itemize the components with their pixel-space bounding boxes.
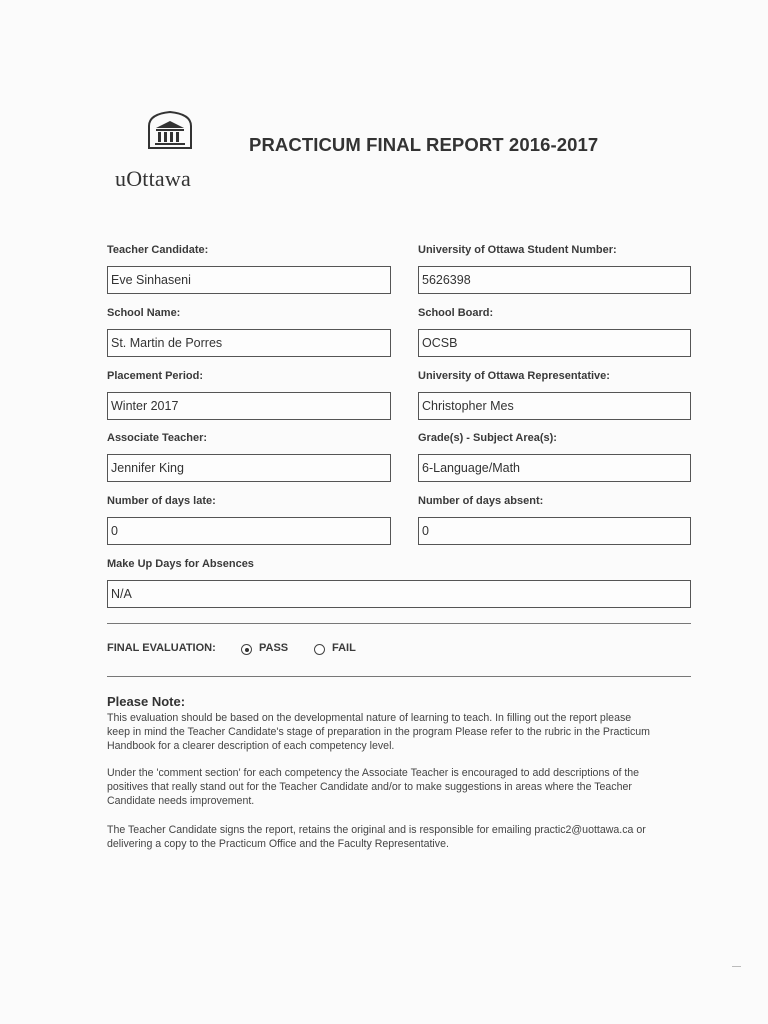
grade-subject-field[interactable]: 6-Language/Math [418,454,691,482]
note-paragraph [107,766,707,808]
days-late-label: Number of days late: [107,495,216,507]
days-absent-label: Number of days absent: [418,495,544,507]
radio-selected-dot [245,648,249,652]
school-board-field[interactable]: OCSB [418,329,691,357]
note-line: keep in mind the Teacher Candidate's stage of preparation in the program Please refer to the rubric in the Practicum [107,726,650,738]
teacher-candidate-label: Teacher Candidate: [107,244,209,256]
note-title: Please Note: [107,694,186,709]
placement-period-label: Placement Period: [107,370,203,382]
days-late-field[interactable]: 0 [107,517,391,545]
associate-teacher-field[interactable]: Jennifer King [107,454,391,482]
note-line: The Teacher Candidate signs the report, retains the original and is responsible for emailing practic2@uottawa.ca or [107,824,646,836]
associate-teacher-label: Associate Teacher: [107,432,208,444]
divider [107,623,691,624]
scan-mark [732,966,741,967]
note-line: delivering a copy to the Practicum Office and the Faculty Representative. [107,838,449,850]
note-line: positives that really stand out for the Teacher Candidate and/or to make suggestions in areas where the Teacher [107,781,632,793]
teacher-candidate-field[interactable]: Eve Sinhaseni [107,266,391,294]
final-evaluation-label: FINAL EVALUATION: [107,642,216,654]
uo-representative-field[interactable]: Christopher Mes [418,392,691,420]
note-paragraph [107,711,707,753]
divider [107,676,691,677]
note-line: Handbook for a clearer description of each competency level. [107,740,395,752]
fail-radio-label: FAIL [332,642,356,654]
school-name-field[interactable]: St. Martin de Porres [107,329,391,357]
note-line: This evaluation should be based on the developmental nature of learning to teach. In filling out the report please [107,712,632,724]
note-line: Under the 'comment section' for each competency the Associate Teacher is encouraged to add descriptions of the [107,767,640,779]
make-up-days-field[interactable]: N/A [107,580,691,608]
logo-wordmark: uOttawa [115,166,191,191]
note-line: Candidate needs improvement. [107,795,255,807]
make-up-days-label: Make Up Days for Absences [107,558,254,570]
grade-subject-label: Grade(s) - Subject Area(s): [418,432,557,444]
student-number-field[interactable]: 5626398 [418,266,691,294]
placement-period-field[interactable]: Winter 2017 [107,392,391,420]
uo-representative-label: University of Ottawa Representative: [418,370,610,382]
pass-radio[interactable] [241,644,252,655]
school-name-label: School Name: [107,307,181,319]
fail-radio[interactable] [314,644,325,655]
student-number-label: University of Ottawa Student Number: [418,244,617,256]
days-absent-field[interactable]: 0 [418,517,691,545]
school-board-label: School Board: [418,307,494,319]
pass-radio-label: PASS [259,642,289,654]
page-title: PRACTICUM FINAL REPORT 2016-2017 [249,134,599,155]
note-paragraph [107,823,707,851]
